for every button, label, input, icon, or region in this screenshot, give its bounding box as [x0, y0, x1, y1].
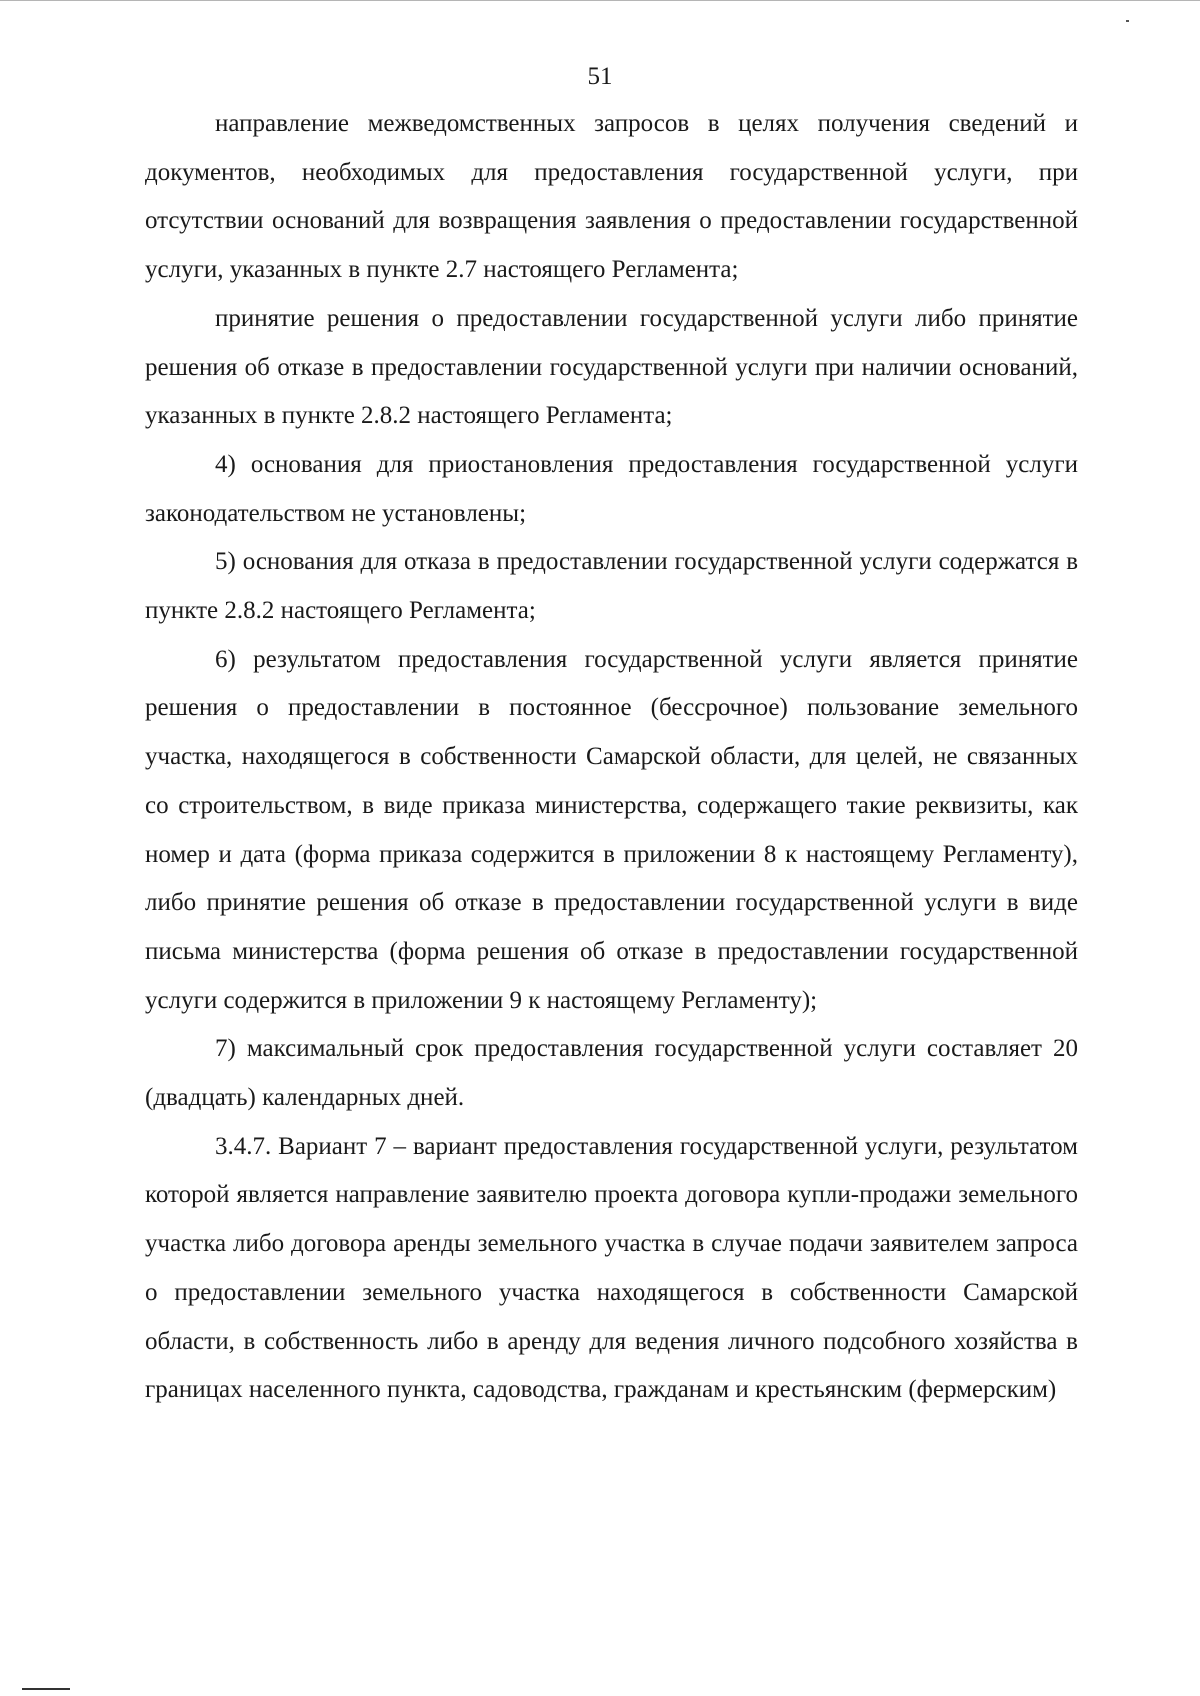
paragraph-decision: принятие решения о предоставлении государственной услуги либо принятие решения об отказе в предоставлении государственной услуги при наличии оснований, указанных в пункте 2.8.2 настоящего Регламента; [145, 304, 1078, 430]
paragraph-service-result: 6) результатом предоставления государственной услуги является принятие решения о предоставлении в постоянное (бессрочное) пользование земельного участка, находящегося в собственности Самарской области, для целей, не связанных со строительством, в виде приказа министерства, содержащего такие реквизиты, как номер и дата (форма приказа содержится в приложении 8 к настоящему Регламенту), либо принятие решения об отказе в предоставлении государственной услуги в виде письма министерства (форма решения об отказе в предоставлении государственной услуги содержится в приложении 9 к настоящему Регламенту); [145, 645, 1078, 1014]
paragraph-refusal-grounds: 5) основания для отказа в предоставлении государственной услуги содержатся в пункте 2.8.2 настоящего Регламента; [145, 548, 1078, 625]
paragraph-interagency-requests: направление межведомственных запросов в целях получения сведений и документов, необходимых для предоставления государственной услуги, при отсутствии оснований для возвращения заявления о предоставлении государственной услуги, указанных в пункте 2.7 настоящего Регламента; [145, 110, 1078, 284]
paragraph-suspension-grounds: 4) основания для приостановления предоставления государственной услуги законодательством не установлены; [145, 450, 1078, 527]
top-border-line [0, 0, 1200, 1]
document-body [145, 100, 1078, 1415]
paragraph-max-term: 7) максимальный срок предоставления государственной услуги составляет 20 (двадцать) календарных дней. [145, 1035, 1078, 1112]
scan-speck [1126, 20, 1129, 22]
paragraph-variant-7: 3.4.7. Вариант 7 – вариант предоставления государственной услуги, результатом которой является направление заявителю проекта договора купли-продажи земельного участка либо договора аренды земельного участка в случае подачи заявителем запроса о предоставлении земельного участка находящегося в собственности Самарской области, в собственность либо в аренду для ведения личного подсобного хозяйства в границах населенного пункта, садоводства, гражданам и крестьянским (фермерским) [145, 1132, 1078, 1404]
bottom-edge-mark [22, 1688, 70, 1690]
page-number: 51 [587, 63, 613, 90]
